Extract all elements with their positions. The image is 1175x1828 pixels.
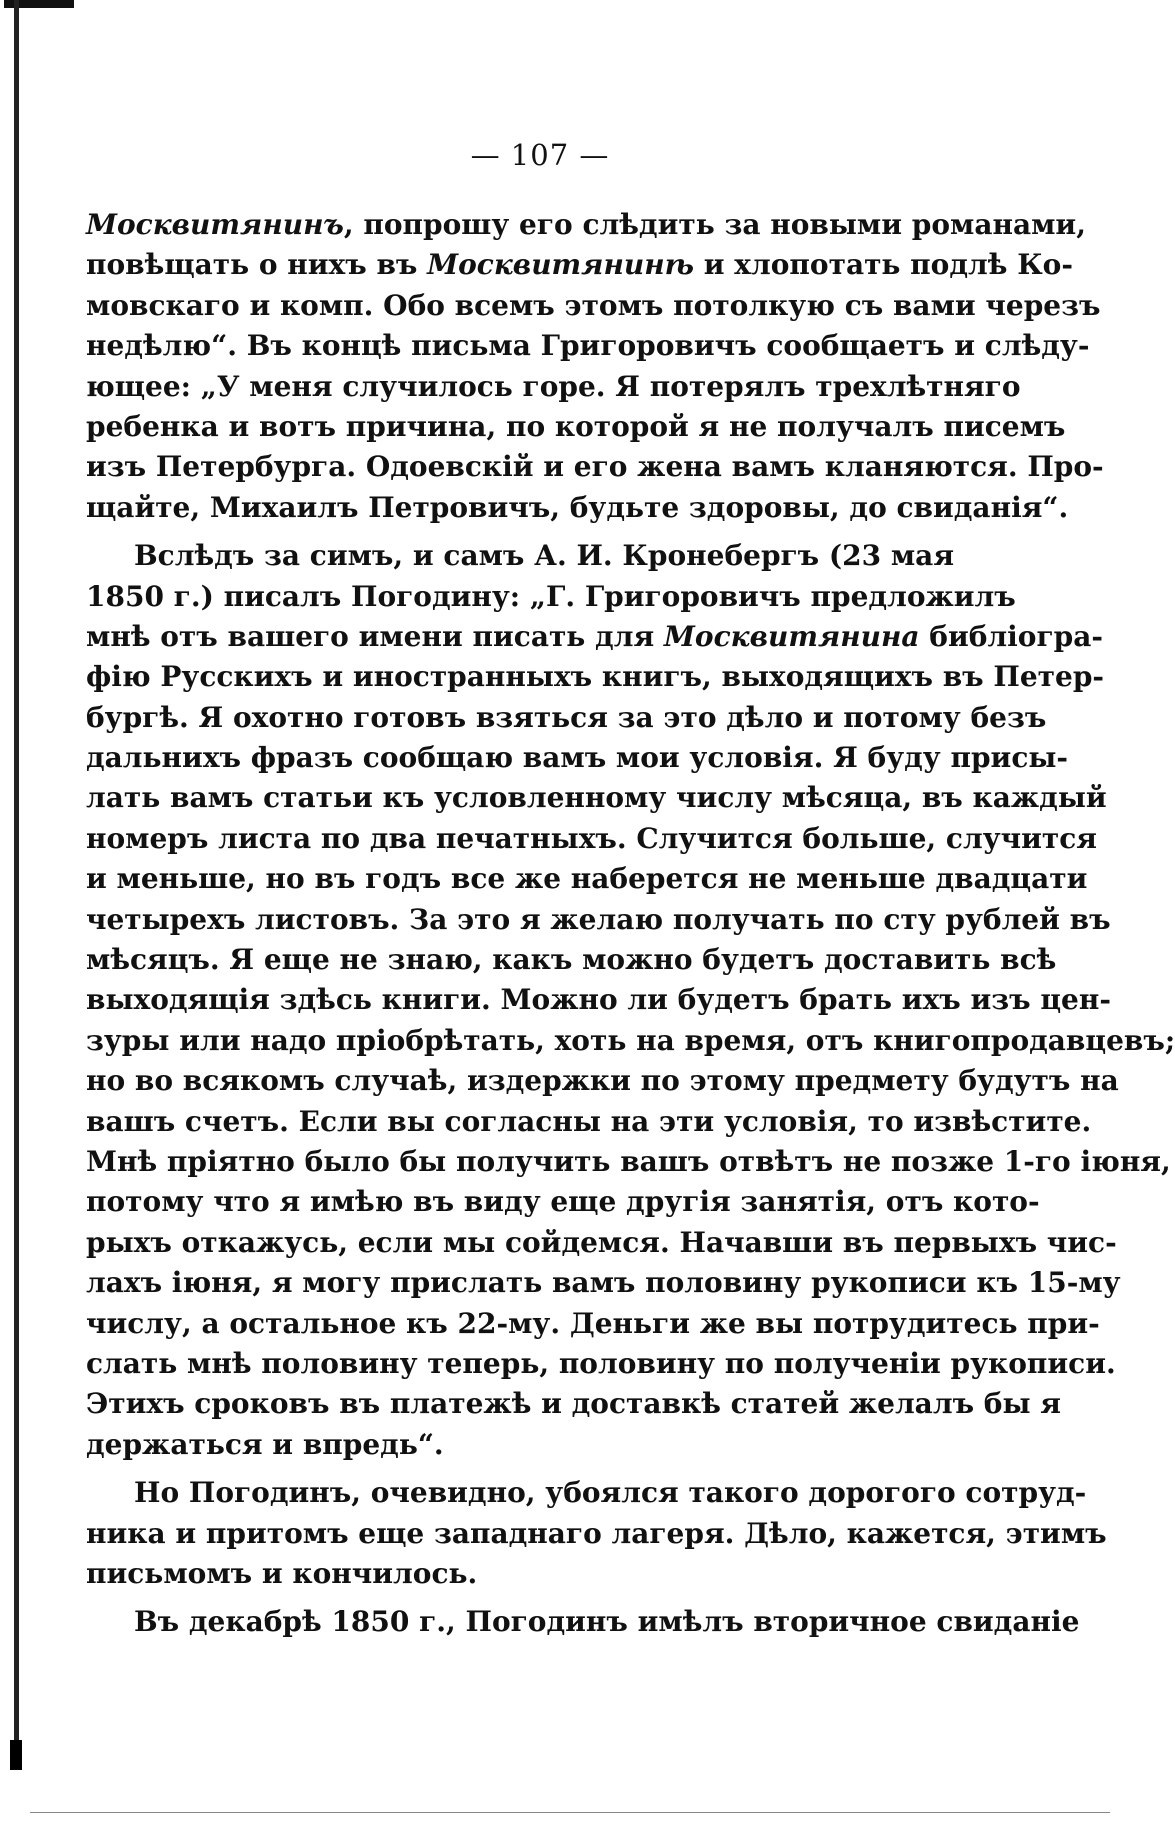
text-run: мовскаго и комп. Обо всемъ этомъ потолкую съ вами черезъ <box>86 288 1101 322</box>
text-run: номеръ листа по два печатныхъ. Случится больше, случится <box>86 821 1097 855</box>
text-run: мнѣ отъ вашего имени писать для <box>86 619 664 653</box>
text-run: числу, а остальное къ 22-му. Деньги же вы потрудитесь при- <box>86 1306 1100 1340</box>
paragraph-gap <box>86 1465 926 1473</box>
text-run: лахъ іюня, я могу прислать вамъ половину рукописи къ 15-му <box>86 1266 1121 1300</box>
text-line <box>86 1142 1171 1182</box>
text-run: слать мнѣ половину теперь, половину по полученіи рукописи. <box>86 1346 1116 1380</box>
italic-title: Москвитянинѣ <box>427 248 695 282</box>
text-line <box>86 1182 1040 1222</box>
paragraph <box>86 536 1175 1465</box>
text-run: фію Русскихъ и иностранныхъ книгъ, выходящихъ въ Петер- <box>86 660 1105 694</box>
text-line <box>86 447 1104 487</box>
text-line <box>86 1473 1087 1513</box>
text-line <box>86 1344 1116 1384</box>
text-run: недѣлю“. Въ концѣ письма Григоровичъ сообщаетъ и слѣду- <box>86 329 1090 363</box>
scan-bottom-rule <box>30 1812 1110 1813</box>
text-run: изъ Петербурга. Одоевскій и его жена вамъ кланяются. Про- <box>86 450 1104 484</box>
text-run: но во всякомъ случаѣ, издержки по этому предмету будутъ на <box>86 1064 1119 1098</box>
text-run: 1850 г.) писалъ Погодину: „Г. Григоровичъ предложилъ <box>86 579 1016 613</box>
body-text <box>86 205 1175 1643</box>
text-run: зуры или надо пріобрѣтать, хоть на время, отъ книгопродавцевъ; <box>86 1023 1175 1057</box>
text-line <box>86 1602 1080 1642</box>
text-line <box>86 1304 1100 1344</box>
paragraph <box>86 1602 1080 1642</box>
text-run: Въ декабрѣ 1850 г., Погодинъ имѣлъ вторичное свиданіе <box>134 1605 1080 1639</box>
text-line <box>86 577 1016 617</box>
text-run: и меньше, но въ годъ все же наберется не меньше двадцати <box>86 862 1088 896</box>
text-line <box>86 205 1086 245</box>
text-line <box>86 367 1021 407</box>
text-line <box>86 617 1103 657</box>
text-line <box>86 1102 1092 1142</box>
text-line <box>86 488 1069 528</box>
text-run: вашъ счетъ. Если вы согласны на эти условія, то извѣстите. <box>86 1104 1092 1138</box>
text-run: дальнихъ фразъ сообщаю вамъ мои условія. Я буду присы- <box>86 741 1069 775</box>
text-line <box>86 859 1088 899</box>
text-run: ющее: „У меня случилось горе. Я потерялъ трехлѣтняго <box>86 369 1021 403</box>
text-run: Мнѣ пріятно было бы получить вашъ отвѣтъ не позже 1-го іюня, <box>86 1144 1171 1178</box>
text-run: и хлопотать подлѣ Ко- <box>694 248 1073 282</box>
text-line <box>86 407 1066 447</box>
text-line <box>86 1021 1175 1061</box>
text-run: четырехъ листовъ. За это я желаю получать по сту рублей въ <box>86 902 1111 936</box>
text-run: библіогра- <box>919 619 1103 653</box>
text-run: Этихъ сроковъ въ платежѣ и доставкѣ статей желалъ бы я <box>86 1387 1061 1421</box>
paragraph <box>86 205 1104 528</box>
scan-binding-edge <box>14 0 19 1760</box>
text-run: рыхъ откажусь, если мы сойдемся. Начавши въ первыхъ чис- <box>86 1225 1117 1259</box>
page-number: — 107 — <box>470 138 610 172</box>
text-run: повѣщать о нихъ въ <box>86 248 428 282</box>
paragraph-gap <box>86 528 926 536</box>
text-line <box>86 286 1101 326</box>
text-run: Вслѣдъ за симъ, и самъ А. И. Кронебергъ (23 мая <box>134 539 955 573</box>
text-line <box>86 245 1073 285</box>
text-run: письмомъ и кончилось. <box>86 1556 478 1590</box>
text-line <box>86 980 1111 1020</box>
text-line <box>86 1554 926 1594</box>
text-line <box>86 819 1097 859</box>
text-line <box>86 738 1069 778</box>
paragraph-gap <box>86 1594 926 1602</box>
text-line <box>86 1263 1121 1303</box>
scan-edge-mark <box>10 1740 22 1770</box>
text-run: лать вамъ статьи къ условленному числу мѣсяца, въ каждый <box>86 781 1107 815</box>
text-line <box>86 940 1057 980</box>
text-line <box>86 698 1047 738</box>
text-run: потому что я имѣю въ виду еще другія занятія, отъ кото- <box>86 1185 1040 1219</box>
text-run: Но Погодинъ, очевидно, убоялся такого дорогого сотруд- <box>134 1476 1087 1510</box>
text-line <box>86 1514 1107 1554</box>
text-run: ника и притомъ еще западнаго лагеря. Дѣло, кажется, этимъ <box>86 1516 1107 1550</box>
text-line <box>86 1223 1117 1263</box>
italic-title: Москвитянина <box>663 619 920 653</box>
text-line <box>86 778 1107 818</box>
text-line <box>86 900 1111 940</box>
italic-title: Москвитянинъ <box>86 208 344 241</box>
text-run: ребенка и вотъ причина, по которой я не получалъ писемъ <box>86 409 1066 443</box>
text-line <box>86 1384 1061 1424</box>
text-line <box>86 657 1105 697</box>
text-run: держаться и впредь“. <box>86 1427 444 1461</box>
text-line <box>86 1425 926 1465</box>
paragraph <box>86 1473 1107 1594</box>
text-line <box>86 326 1090 366</box>
text-line <box>86 536 955 576</box>
text-run: , попрошу его слѣдить за новыми романами, <box>343 208 1086 241</box>
text-run: мѣсяцъ. Я еще не знаю, какъ можно будетъ доставить всѣ <box>86 943 1057 977</box>
text-run: щайте, Михаилъ Петровичъ, будьте здоровы, до свиданія“. <box>86 490 1069 524</box>
text-run: выходящія здѣсь книги. Можно ли будетъ брать ихъ изъ цен- <box>86 983 1111 1017</box>
text-line <box>86 1061 1119 1101</box>
text-run: бургѣ. Я охотно готовъ взяться за это дѣло и потому безъ <box>86 700 1047 734</box>
